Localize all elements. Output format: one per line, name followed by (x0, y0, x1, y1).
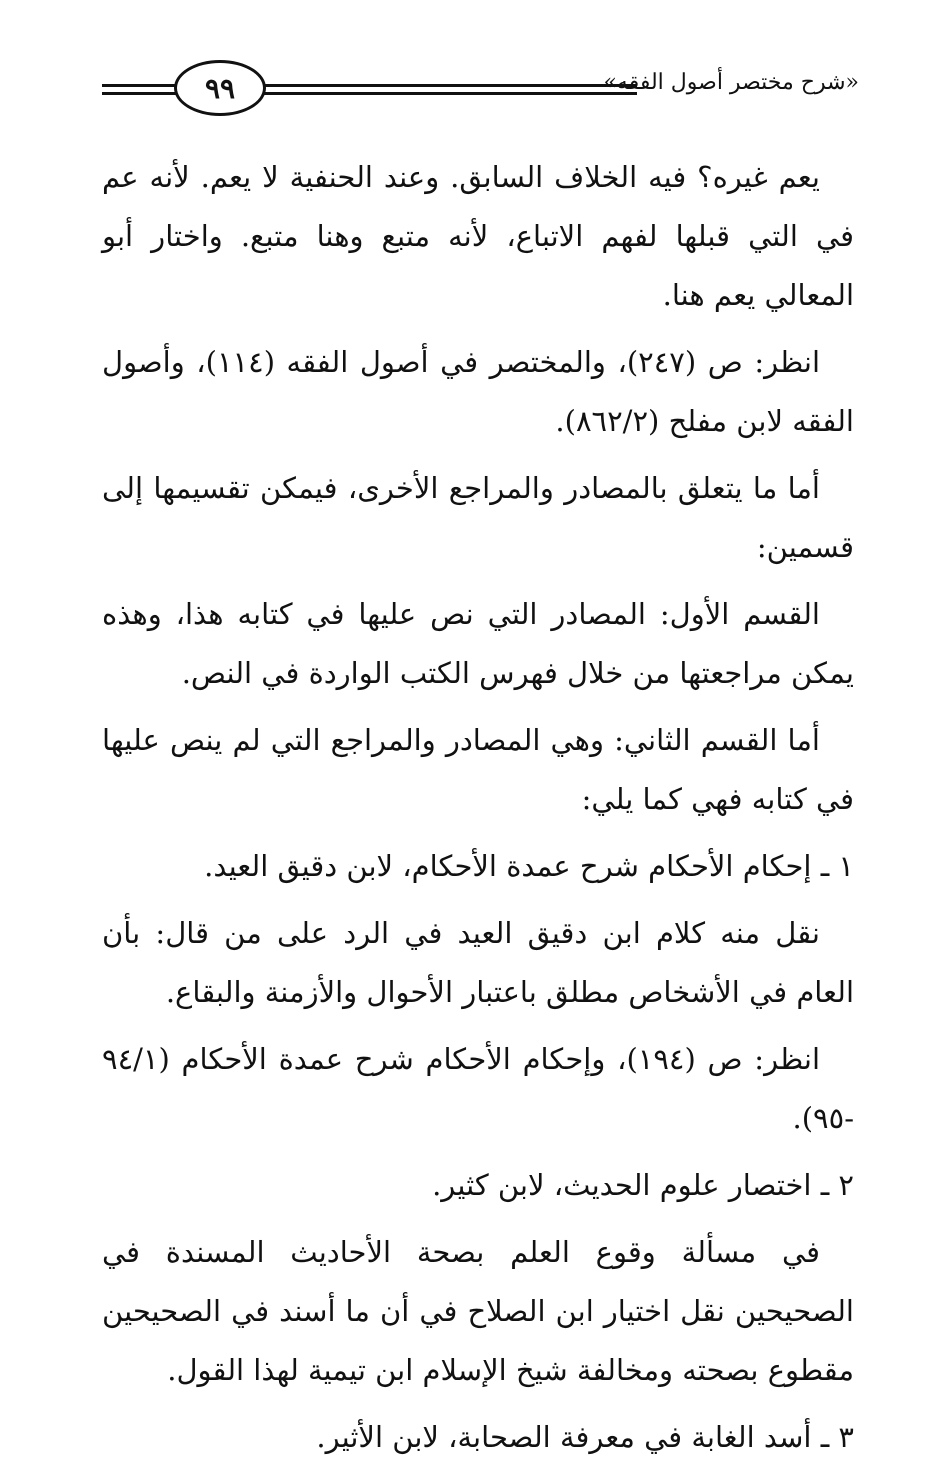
source-item-1: ١ ـ إحكام الأحكام شرح عمدة الأحكام، لابن دقيق العيد. (204, 849, 854, 883)
page-number-badge (174, 60, 266, 116)
paragraph: أما ما يتعلق بالمصادر والمراجع الأخرى، فيمكن تقسيمها إلى قسمين: (102, 471, 854, 564)
page-header (0, 0, 949, 130)
paragraph: أما القسم الثاني: وهي المصادر والمراجع التي لم ينص عليها في كتابه فهي كما يلي: (102, 723, 854, 816)
paragraph: يعم غيره؟ فيه الخلاف السابق. وعند الحنفية لا يعم. لأنه عم في التي قبلها لفهم الاتباع، لأنه متبع وهنا متبع. واختار أبو المعالي يعم هنا. (102, 160, 854, 312)
source-item-2: ٢ ـ اختصار علوم الحديث، لابن كثير. (432, 1168, 854, 1202)
paragraph: القسم الأول: المصادر التي نص عليها في كتابه هذا، وهذه يمكن مراجعتها من خلال فهرس الكتب الواردة في النص. (102, 597, 854, 690)
reference-paragraph: انظر: ص (٢٤٧)، والمختصر في أصول الفقه (١١٤)، وأصول الفقه لابن مفلح (٨٦٢/٢). (102, 345, 854, 438)
source-item-3: ٣ ـ أسد الغابة في معرفة الصحابة، لابن الأثير. (316, 1420, 854, 1454)
header-rule-left (102, 84, 178, 98)
header-rule-right (262, 84, 637, 98)
page-body (102, 148, 854, 1475)
running-title: «شرح مختصر أصول الفقه» (603, 70, 859, 95)
page-number: ٩٩ (204, 71, 236, 105)
reference-paragraph: انظر: ص (١٩٤)، وإحكام الأحكام شرح عمدة الأحكام (٩٤/١ -٩٥). (102, 1042, 854, 1135)
paragraph: في مسألة وقوع العلم بصحة الأحاديث المسندة في الصحيحين نقل اختيار ابن الصلاح في أن ما أسند في الصحيحين مقطوع بصحته ومخالفة شيخ الإسلام ابن تيمية لهذا القول. (102, 1235, 854, 1387)
paragraph: نقل منه كلام ابن دقيق العيد في الرد على من قال: بأن العام في الأشخاص مطلق باعتبار الأحوال والأزمنة والبقاع. (102, 916, 854, 1009)
